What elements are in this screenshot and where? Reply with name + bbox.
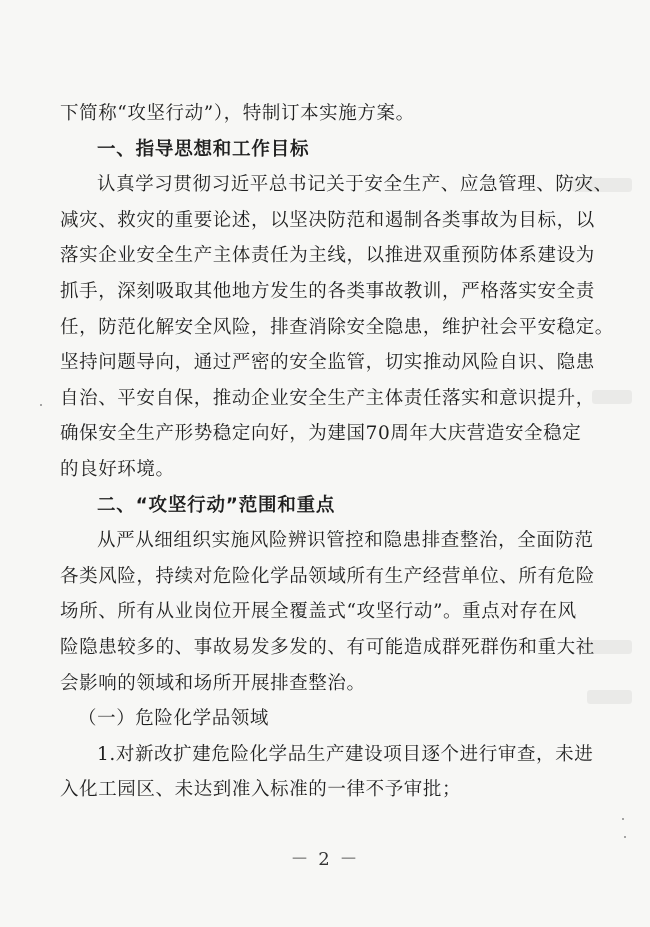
bleed-through-mark (592, 390, 632, 404)
text-line: 会影响的领域和场所开展排查整治。 (60, 672, 366, 694)
body-text (60, 96, 614, 808)
section-heading-2: 二、“攻坚行动”范围和重点 (97, 494, 336, 516)
text-line: 1.对新改扩建危险化学品生产建设项目逐个进行审查，未进 (97, 743, 594, 765)
text-line: 的良好环境。 (60, 458, 175, 480)
text-line: 下简称“攻坚行动”），特制订本实施方案。 (60, 103, 415, 124)
subsection-heading: （一）危险化学品领域 (78, 708, 270, 730)
bleed-through-mark (587, 690, 632, 704)
text-line: 入化工园区、未达到准入标准的一律不予审批； (60, 779, 462, 801)
page-number: － 2 － (290, 849, 360, 870)
text-line: 任，防范化解安全风险，排查消除安全隐患，维护社会平安稳定。 (60, 316, 614, 338)
text-line: 确保安全生产形势稳定向好，为建国70周年大庆营造安全稳定 (60, 423, 582, 445)
text-line: 从严从细组织实施风险辨识管控和隐患排查整治，全面防范 (97, 530, 594, 552)
text-line: 各类风险，持续对危险化学品领域所有生产经营单位、所有危险 (60, 565, 595, 587)
text-line: 落实企业安全生产主体责任为主线，以推进双重预防体系建设为 (60, 245, 595, 267)
scan-speck (40, 404, 42, 406)
scan-speck (622, 818, 624, 820)
text-line: 场所、所有从业岗位开展全覆盖式“攻坚行动”。重点对存在风 (60, 601, 577, 623)
text-line: 险隐患较多的、事故易发多发的、有可能造成群死群伤和重大社 (60, 636, 595, 658)
text-line: 抓手，深刻吸取其他地方发生的各类事故教训，严格落实安全责 (60, 280, 595, 302)
text-line: 自治、平安自保，推动企业安全生产主体责任落实和意识提升， (60, 387, 595, 409)
text-line: 认真学习贯彻习近平总书记关于安全生产、应急管理、防灾、 (97, 174, 613, 196)
text-line: 坚持问题导向，通过严密的安全监管，切实推动风险自识、隐患 (60, 352, 595, 374)
section-heading-1: 一、指导思想和工作目标 (97, 138, 310, 160)
text-line: 减灾、救灾的重要论述，以坚决防范和遏制各类事故为目标，以 (60, 209, 595, 231)
scan-speck (624, 836, 626, 838)
